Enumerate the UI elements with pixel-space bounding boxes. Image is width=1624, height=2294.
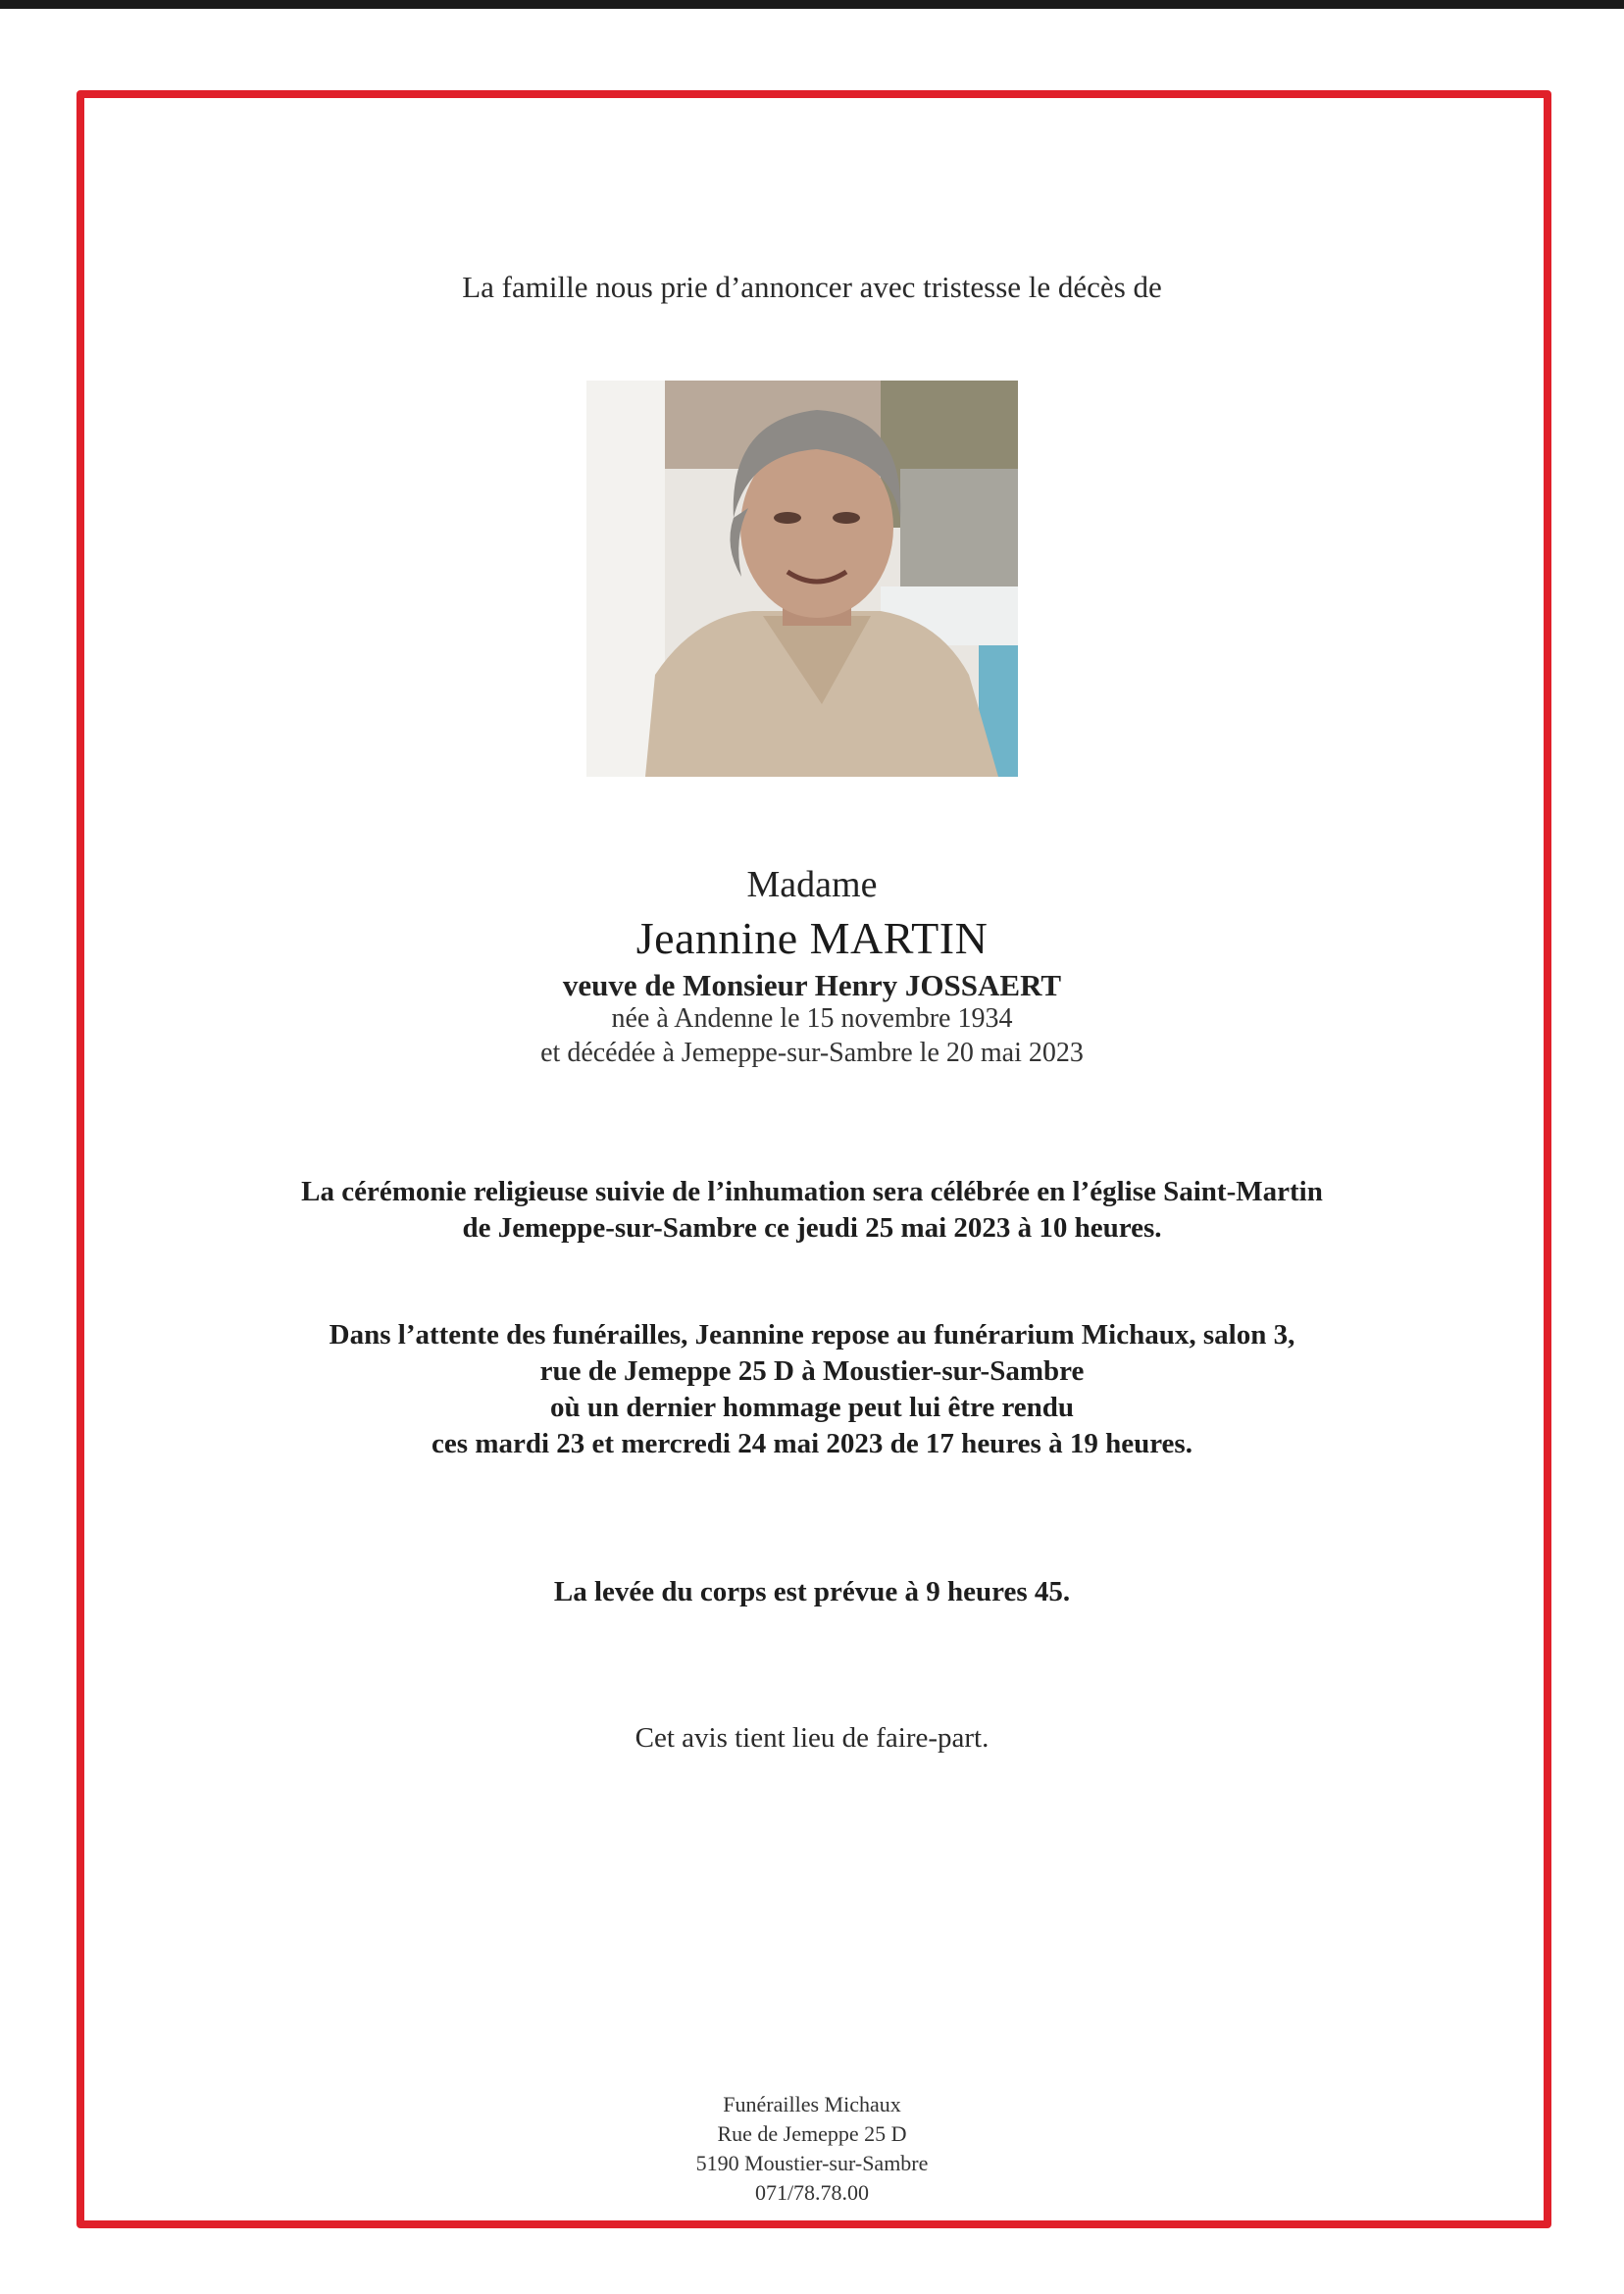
ceremony-line: La cérémonie religieuse suivie de l’inhumation sera célébrée en l’église Saint-Martin [301, 1176, 1323, 1207]
ceremony-paragraph [0, 1174, 1624, 1247]
notice-text: Cet avis tient lieu de faire-part. [634, 1722, 990, 1754]
footer-city: 5190 Moustier-sur-Sambre [695, 2151, 929, 2175]
funeral-home-line: rue de Jemeppe 25 D à Moustier-sur-Sambre [539, 1355, 1085, 1387]
funeral-director-footer [0, 2090, 1624, 2208]
scan-top-edge [0, 0, 1624, 9]
footer-company: Funérailles Michaux [723, 2092, 901, 2116]
footer-street: Rue de Jemeppe 25 D [717, 2121, 907, 2146]
funeral-home-paragraph [0, 1317, 1624, 1462]
funeral-home-line: ces mardi 23 et mercredi 24 mai 2023 de 17 heures à 19 heures. [431, 1428, 1193, 1459]
birth-info: née à Andenne le 15 novembre 1934 [611, 1003, 1013, 1034]
deceased-name: Jeannine MARTIN [635, 913, 989, 963]
ceremony-line: de Jemeppe-sur-Sambre ce jeudi 25 mai 2023 à 10 heures. [462, 1212, 1162, 1244]
civility: Madame [746, 864, 878, 905]
intro-text: La famille nous prie d’annoncer avec tristesse le décès de [462, 270, 1162, 304]
funeral-home-line: Dans l’attente des funérailles, Jeannine repose au funérarium Michaux, salon 3, [329, 1319, 1295, 1351]
funeral-home-line: où un dernier hommage peut lui être rendu [549, 1392, 1075, 1423]
footer-phone: 071/78.78.00 [754, 2180, 870, 2205]
portrait-image [586, 381, 1018, 777]
widow-of: veuve de Monsieur Henry JOSSAERT [562, 968, 1062, 1002]
levee-du-corps: La levée du corps est prévue à 9 heures 45. [553, 1576, 1071, 1607]
portrait-photo [586, 381, 1018, 777]
death-info: et décédée à Jemeppe-sur-Sambre le 20 mai 2023 [540, 1038, 1084, 1068]
